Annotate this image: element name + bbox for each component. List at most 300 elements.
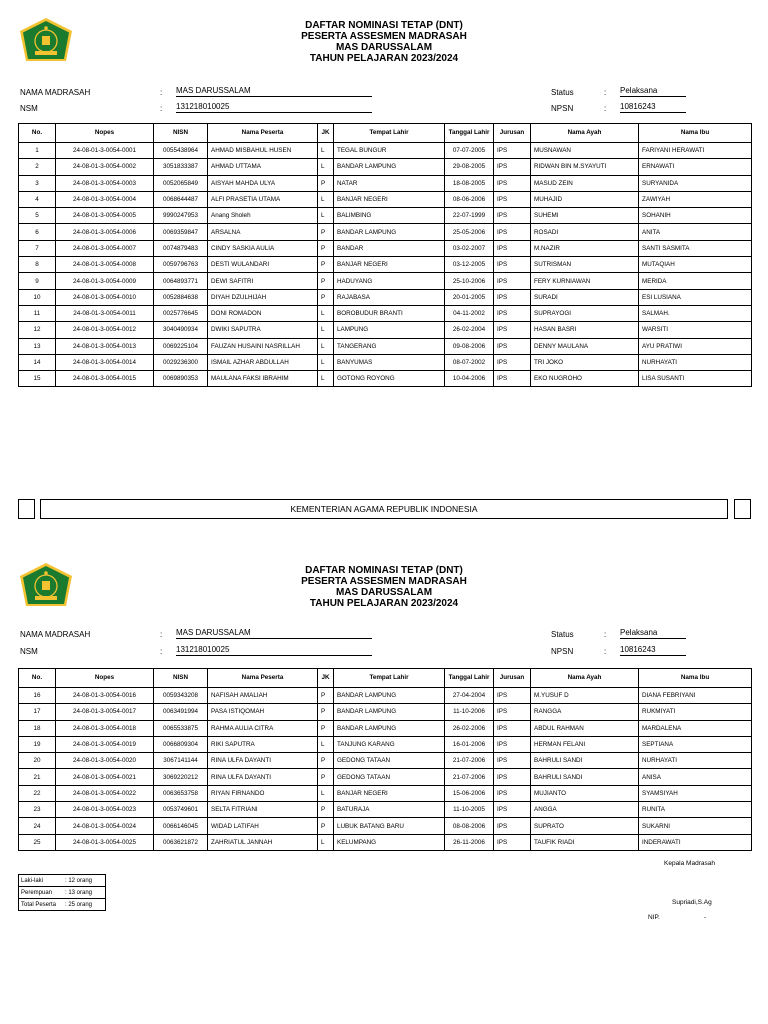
cell-jurusan: IPS: [494, 159, 531, 175]
cell-jurusan: IPS: [494, 175, 531, 191]
table-row: [19, 338, 752, 354]
cell-jk: L: [318, 785, 334, 801]
cell-nama-ibu: WARSITI: [639, 322, 752, 338]
cell-nisn: 3040490934: [154, 322, 208, 338]
cell-nama-ayah: ANGGA: [531, 802, 639, 818]
col-header-no: No.: [19, 124, 56, 143]
cell-nopes: 24-08-01-3-0054-0014: [56, 354, 154, 370]
participants-table-2: [18, 668, 752, 851]
cell-jk: P: [318, 688, 334, 704]
cell-no: 22: [19, 785, 56, 801]
cell-nama-ayah: HASAN BASRI: [531, 322, 639, 338]
cell-nama-ayah: SUPRAYOGI: [531, 305, 639, 321]
cell-nama-ayah: SURADI: [531, 289, 639, 305]
cell-no: 21: [19, 769, 56, 785]
cell-tanggal-lahir: 21-07-2006: [445, 769, 494, 785]
cell-nama-ibu: INDERAWATI: [639, 834, 752, 850]
cell-no: 6: [19, 224, 56, 240]
status-value: Pelaksana: [620, 628, 686, 639]
table-row: [19, 736, 752, 752]
cell-jurusan: IPS: [494, 753, 531, 769]
colon: :: [160, 647, 163, 656]
col-header-jk: JK: [318, 124, 334, 143]
table-row: [19, 834, 752, 850]
cell-no: 5: [19, 208, 56, 224]
cell-tempat-lahir: BALIMBING: [334, 208, 445, 224]
cell-nama-peserta: AHMAD UTTAMA: [208, 159, 318, 175]
cell-jurusan: IPS: [494, 720, 531, 736]
cell-tanggal-lahir: 03-12-2005: [445, 257, 494, 273]
cell-tempat-lahir: GEDONG TATAAN: [334, 769, 445, 785]
cell-nopes: 24-08-01-3-0054-0018: [56, 720, 154, 736]
cell-jurusan: IPS: [494, 257, 531, 273]
colon: :: [604, 104, 607, 113]
cell-jk: L: [318, 736, 334, 752]
cell-jurusan: IPS: [494, 818, 531, 834]
cell-nama-ibu: ESI LUSIANA: [639, 289, 752, 305]
cell-jk: P: [318, 289, 334, 305]
cell-nopes: 24-08-01-3-0054-0025: [56, 834, 154, 850]
table-row: [19, 305, 752, 321]
signature-title: Kepala Madrasah: [664, 860, 715, 867]
cell-tempat-lahir: HADUYANG: [334, 273, 445, 289]
nsm-label: NSM: [20, 647, 38, 656]
cell-nopes: 24-08-01-3-0054-0017: [56, 704, 154, 720]
table-row: [19, 240, 752, 256]
cell-jk: P: [318, 753, 334, 769]
cell-nama-ibu: SANTI SASMITA: [639, 240, 752, 256]
cell-jk: P: [318, 720, 334, 736]
cell-nisn: 3051833387: [154, 159, 208, 175]
cell-nopes: 24-08-01-3-0054-0023: [56, 802, 154, 818]
cell-no: 24: [19, 818, 56, 834]
cell-nama-peserta: SELTA FITRIANI: [208, 802, 318, 818]
nama-madrasah-label: NAMA MADRASAH: [20, 630, 91, 639]
cell-no: 4: [19, 191, 56, 207]
cell-tanggal-lahir: 20-01-2005: [445, 289, 494, 305]
title-line-4: TAHUN PELAJARAN 2023/2024: [309, 598, 459, 609]
cell-tanggal-lahir: 11-10-2006: [445, 704, 494, 720]
cell-nopes: 24-08-01-3-0054-0011: [56, 305, 154, 321]
table-row: [19, 143, 752, 159]
col-header-tanggal-lahir: Tanggal Lahir: [445, 669, 494, 688]
cell-nama-ayah: SUPRATO: [531, 818, 639, 834]
cell-nama-ibu: DIANA FEBRIYANI: [639, 688, 752, 704]
table-row: [19, 785, 752, 801]
col-header-nama-ibu: Nama Ibu: [639, 669, 752, 688]
cell-no: 10: [19, 289, 56, 305]
participants-table-1: [18, 123, 752, 387]
cell-nama-ayah: RIDWAN BIN M.SYAYUTI: [531, 159, 639, 175]
cell-no: 12: [19, 322, 56, 338]
cell-jk: P: [318, 175, 334, 191]
cell-jurusan: IPS: [494, 769, 531, 785]
cell-no: 2: [19, 159, 56, 175]
nsm-value: 131218010025: [176, 102, 372, 113]
cell-tempat-lahir: BANDAR LAMPUNG: [334, 720, 445, 736]
cell-nama-peserta: Anang Sholeh: [208, 208, 318, 224]
cell-nama-ibu: RUKMIYATI: [639, 704, 752, 720]
nip-value: -: [704, 914, 707, 921]
cell-jurusan: IPS: [494, 371, 531, 387]
cell-nisn: 0025776645: [154, 305, 208, 321]
col-header-jk: JK: [318, 669, 334, 688]
cell-nama-ayah: SUHEMI: [531, 208, 639, 224]
cell-tanggal-lahir: 09-08-2006: [445, 338, 494, 354]
banner-box-left: [18, 499, 35, 519]
cell-nama-ayah: TAUFIK RIADI: [531, 834, 639, 850]
table-row: [19, 704, 752, 720]
summary-value: : 13 orang: [63, 887, 106, 899]
cell-no: 7: [19, 240, 56, 256]
cell-no: 8: [19, 257, 56, 273]
cell-nopes: 24-08-01-3-0054-0001: [56, 143, 154, 159]
cell-nama-ibu: LISA SUSANTI: [639, 371, 752, 387]
cell-no: 15: [19, 371, 56, 387]
cell-nama-peserta: PASA ISTIQOMAH: [208, 704, 318, 720]
cell-nopes: 24-08-01-3-0054-0015: [56, 371, 154, 387]
cell-nisn: 3069220212: [154, 769, 208, 785]
cell-nama-ayah: BAHRULI SANDI: [531, 769, 639, 785]
meta-block: [0, 0, 768, 120]
col-header-nama-ayah: Nama Ayah: [531, 669, 639, 688]
cell-nama-peserta: AISYAH MAHDA ULYA: [208, 175, 318, 191]
cell-nisn: 0064893771: [154, 273, 208, 289]
cell-nama-ibu: ANITA: [639, 224, 752, 240]
cell-no: 18: [19, 720, 56, 736]
cell-nama-ayah: MUJIANTO: [531, 785, 639, 801]
table-row: [19, 322, 752, 338]
cell-nama-ibu: MUTAQIAH: [639, 257, 752, 273]
colon: :: [160, 104, 163, 113]
cell-nama-ayah: ABDUL RAHMAN: [531, 720, 639, 736]
cell-tanggal-lahir: 22-07-1999: [445, 208, 494, 224]
cell-nama-ayah: MUSNAWAN: [531, 143, 639, 159]
table-row: [19, 818, 752, 834]
cell-nopes: 24-08-01-3-0054-0010: [56, 289, 154, 305]
cell-tanggal-lahir: 15-06-2006: [445, 785, 494, 801]
cell-nama-peserta: DESTI WULANDARI: [208, 257, 318, 273]
cell-no: 14: [19, 354, 56, 370]
cell-nisn: 0059343208: [154, 688, 208, 704]
cell-nama-ibu: RUNITA: [639, 802, 752, 818]
cell-tanggal-lahir: 07-07-2005: [445, 143, 494, 159]
cell-jurusan: IPS: [494, 322, 531, 338]
table-row: [19, 224, 752, 240]
cell-tempat-lahir: BOROBUDUR BRANTI: [334, 305, 445, 321]
cell-nama-ayah: HERMAN FELANI: [531, 736, 639, 752]
col-header-jurusan: Jurusan: [494, 124, 531, 143]
cell-nisn: 0069890353: [154, 371, 208, 387]
cell-jk: L: [318, 834, 334, 850]
cell-jk: L: [318, 143, 334, 159]
cell-nama-peserta: ARSALNA: [208, 224, 318, 240]
summary-row: [19, 875, 106, 887]
col-header-nama-peserta: Nama Peserta: [208, 124, 318, 143]
cell-nama-ibu: SALMAH.: [639, 305, 752, 321]
status-label: Status: [551, 630, 574, 639]
cell-jurusan: IPS: [494, 834, 531, 850]
cell-tempat-lahir: BANDAR LAMPUNG: [334, 224, 445, 240]
col-header-jurusan: Jurusan: [494, 669, 531, 688]
table-row: [19, 802, 752, 818]
cell-nisn: 0029236300: [154, 354, 208, 370]
cell-tempat-lahir: BANDAR LAMPUNG: [334, 159, 445, 175]
cell-nama-peserta: DEWI SAFITRI: [208, 273, 318, 289]
cell-nisn: 0052065849: [154, 175, 208, 191]
cell-jk: L: [318, 371, 334, 387]
cell-tempat-lahir: BANYUMAS: [334, 354, 445, 370]
cell-no: 23: [19, 802, 56, 818]
cell-no: 1: [19, 143, 56, 159]
cell-nopes: 24-08-01-3-0054-0005: [56, 208, 154, 224]
cell-nama-ibu: SEPTIANA: [639, 736, 752, 752]
cell-nopes: 24-08-01-3-0054-0006: [56, 224, 154, 240]
cell-nama-ibu: NURHAYATI: [639, 753, 752, 769]
cell-nama-ayah: TRI JOKO: [531, 354, 639, 370]
npsn-label: NPSN: [551, 104, 574, 113]
cell-nama-ibu: AYU PRATIWI: [639, 338, 752, 354]
cell-jk: P: [318, 240, 334, 256]
cell-nama-peserta: ISMAIL AZHAR ABDULLAH: [208, 354, 318, 370]
cell-tanggal-lahir: 26-02-2004: [445, 322, 494, 338]
summary-label: Laki-laki: [19, 875, 64, 887]
cell-jurusan: IPS: [494, 305, 531, 321]
cell-jk: P: [318, 257, 334, 273]
title-line-1: DAFTAR NOMINASI TETAP (DNT): [305, 565, 463, 576]
cell-nama-ayah: M.NAZIR: [531, 240, 639, 256]
cell-nisn: 0055438964: [154, 143, 208, 159]
cell-tempat-lahir: LAMPUNG: [334, 322, 445, 338]
cell-no: 16: [19, 688, 56, 704]
nip-label: NIP.: [648, 914, 660, 921]
cell-jk: L: [318, 208, 334, 224]
cell-tanggal-lahir: 29-08-2005: [445, 159, 494, 175]
cell-jk: L: [318, 191, 334, 207]
title-line-2: PESERTA ASSESMEN MADRASAH: [301, 576, 467, 587]
cell-tanggal-lahir: 04-11-2002: [445, 305, 494, 321]
cell-nama-peserta: ALFI PRASETIA UTAMA: [208, 191, 318, 207]
col-header-nopes: Nopes: [56, 124, 154, 143]
cell-nisn: 0059796763: [154, 257, 208, 273]
cell-nisn: 0066146045: [154, 818, 208, 834]
cell-nama-ayah: BAHRULI SANDI: [531, 753, 639, 769]
cell-nisn: 0052884638: [154, 289, 208, 305]
title-line-4: TAHUN PELAJARAN 2023/2024: [309, 53, 459, 64]
cell-nama-ibu: SURYANIDA: [639, 175, 752, 191]
cell-nopes: 24-08-01-3-0054-0008: [56, 257, 154, 273]
cell-tanggal-lahir: 25-05-2006: [445, 224, 494, 240]
cell-jk: P: [318, 704, 334, 720]
cell-tanggal-lahir: 21-07-2006: [445, 753, 494, 769]
cell-tempat-lahir: BANJAR NEGERI: [334, 785, 445, 801]
cell-nama-peserta: AHMAD MISBAHUL HUSEN: [208, 143, 318, 159]
cell-tempat-lahir: GOTONG ROYONG: [334, 371, 445, 387]
col-header-tanggal-lahir: Tanggal Lahir: [445, 124, 494, 143]
cell-nama-ibu: ZAWIYAH: [639, 191, 752, 207]
cell-jk: L: [318, 159, 334, 175]
cell-jk: L: [318, 354, 334, 370]
cell-tanggal-lahir: 16-01-2006: [445, 736, 494, 752]
cell-tanggal-lahir: 10-04-2006: [445, 371, 494, 387]
col-header-nama-peserta: Nama Peserta: [208, 669, 318, 688]
cell-nama-peserta: RINA ULFA DAYANTI: [208, 753, 318, 769]
cell-tempat-lahir: BANJAR NEGERI: [334, 191, 445, 207]
cell-nama-ibu: FARIYANI HERAWATI: [639, 143, 752, 159]
cell-nopes: 24-08-01-3-0054-0007: [56, 240, 154, 256]
cell-nisn: 0069359847: [154, 224, 208, 240]
cell-jk: P: [318, 818, 334, 834]
cell-nopes: 24-08-01-3-0054-0020: [56, 753, 154, 769]
cell-nisn: 0074879483: [154, 240, 208, 256]
cell-tanggal-lahir: 27-04-2004: [445, 688, 494, 704]
cell-no: 11: [19, 305, 56, 321]
table-row: [19, 688, 752, 704]
table-header-row: [19, 124, 752, 143]
cell-tempat-lahir: RAJABASA: [334, 289, 445, 305]
cell-nama-peserta: NAFISAH AMALIAH: [208, 688, 318, 704]
cell-nama-peserta: RIYAN FIRNANDO: [208, 785, 318, 801]
cell-nama-ayah: ROSADI: [531, 224, 639, 240]
cell-nama-ayah: MASUD ZEIN: [531, 175, 639, 191]
cell-tempat-lahir: BATURAJA: [334, 802, 445, 818]
colon: :: [604, 630, 607, 639]
colon: :: [604, 647, 607, 656]
cell-nisn: 0066809304: [154, 736, 208, 752]
cell-nama-ayah: SUTRISMAN: [531, 257, 639, 273]
cell-jurusan: IPS: [494, 354, 531, 370]
cell-tempat-lahir: BANDAR LAMPUNG: [334, 704, 445, 720]
cell-nisn: 3067141144: [154, 753, 208, 769]
colon: :: [160, 88, 163, 97]
cell-nopes: 24-08-01-3-0054-0012: [56, 322, 154, 338]
summary-value: : 12 orang: [63, 875, 106, 887]
cell-jurusan: IPS: [494, 273, 531, 289]
table-row: [19, 159, 752, 175]
banner-box-right: [734, 499, 751, 519]
cell-tempat-lahir: BANDAR: [334, 240, 445, 256]
col-header-nama-ibu: Nama Ibu: [639, 124, 752, 143]
table-row: [19, 720, 752, 736]
cell-no: 3: [19, 175, 56, 191]
cell-jk: L: [318, 305, 334, 321]
table-header-row: [19, 669, 752, 688]
cell-nama-peserta: WIDAD LATIFAH: [208, 818, 318, 834]
cell-nama-ibu: SUKARNI: [639, 818, 752, 834]
table-row: [19, 371, 752, 387]
cell-nopes: 24-08-01-3-0054-0013: [56, 338, 154, 354]
table-row: [19, 354, 752, 370]
cell-no: 25: [19, 834, 56, 850]
cell-nama-peserta: RINA ULFA DAYANTI: [208, 769, 318, 785]
cell-tanggal-lahir: 26-02-2006: [445, 720, 494, 736]
gender-summary-table: [18, 874, 106, 911]
cell-nama-peserta: RAHMA AULIA CITRA: [208, 720, 318, 736]
cell-nama-ibu: NURHAYATI: [639, 354, 752, 370]
npsn-value: 10816243: [620, 645, 686, 656]
colon: :: [160, 630, 163, 639]
cell-nisn: 0063491994: [154, 704, 208, 720]
cell-nama-peserta: MAULANA FAKSI IBRAHIM: [208, 371, 318, 387]
table-row: [19, 289, 752, 305]
cell-nama-peserta: RIKI SAPUTRA: [208, 736, 318, 752]
cell-nopes: 24-08-01-3-0054-0009: [56, 273, 154, 289]
cell-nopes: 24-08-01-3-0054-0003: [56, 175, 154, 191]
cell-jk: P: [318, 224, 334, 240]
cell-nama-peserta: DIYAH DZULHIJAH: [208, 289, 318, 305]
nama-madrasah-value: MAS DARUSSALAM: [176, 86, 372, 97]
cell-jurusan: IPS: [494, 143, 531, 159]
cell-nama-peserta: DONI ROMADON: [208, 305, 318, 321]
cell-nopes: 24-08-01-3-0054-0016: [56, 688, 154, 704]
summary-row: [19, 899, 106, 911]
col-header-nopes: Nopes: [56, 669, 154, 688]
summary-row: [19, 887, 106, 899]
summary-label: Perempuan: [19, 887, 64, 899]
cell-tempat-lahir: LUBUK BATANG BARU: [334, 818, 445, 834]
cell-tempat-lahir: BANJAR NEGERI: [334, 257, 445, 273]
title-line-1: DAFTAR NOMINASI TETAP (DNT): [305, 20, 463, 31]
cell-nopes: 24-08-01-3-0054-0021: [56, 769, 154, 785]
cell-tempat-lahir: BANDAR LAMPUNG: [334, 688, 445, 704]
table-row: [19, 753, 752, 769]
cell-nisn: 0065533875: [154, 720, 208, 736]
cell-jurusan: IPS: [494, 704, 531, 720]
cell-nama-ayah: RANGGA: [531, 704, 639, 720]
status-value: Pelaksana: [620, 86, 686, 97]
cell-no: 17: [19, 704, 56, 720]
cell-nopes: 24-08-01-3-0054-0024: [56, 818, 154, 834]
banner-text: KEMENTERIAN AGAMA REPUBLIK INDONESIA: [40, 499, 728, 519]
cell-tanggal-lahir: 25-10-2006: [445, 273, 494, 289]
status-label: Status: [551, 88, 574, 97]
cell-tempat-lahir: GEDONG TATAAN: [334, 753, 445, 769]
cell-jurusan: IPS: [494, 736, 531, 752]
cell-nama-ibu: ANISA: [639, 769, 752, 785]
cell-jurusan: IPS: [494, 785, 531, 801]
cell-nama-peserta: FAUZAN HUSAINI NASRILLAH: [208, 338, 318, 354]
nama-madrasah-label: NAMA MADRASAH: [20, 88, 91, 97]
cell-tempat-lahir: TANGERANG: [334, 338, 445, 354]
title-line-3: MAS DARUSSALAM: [335, 587, 433, 598]
cell-nama-peserta: CINDY SASKIA AULIA: [208, 240, 318, 256]
npsn-value: 10816243: [620, 102, 686, 113]
cell-no: 19: [19, 736, 56, 752]
cell-tempat-lahir: NATAR: [334, 175, 445, 191]
cell-nama-ayah: EKO NUGROHO: [531, 371, 639, 387]
cell-jk: P: [318, 769, 334, 785]
cell-jurusan: IPS: [494, 240, 531, 256]
cell-jurusan: IPS: [494, 802, 531, 818]
cell-nama-peserta: ZAHRIATUL JANNAH: [208, 834, 318, 850]
cell-nopes: 24-08-01-3-0054-0002: [56, 159, 154, 175]
cell-tanggal-lahir: 18-08-2005: [445, 175, 494, 191]
cell-no: 13: [19, 338, 56, 354]
cell-nama-ibu: MERIDA: [639, 273, 752, 289]
table-row: [19, 769, 752, 785]
cell-nisn: 9990247953: [154, 208, 208, 224]
col-header-no: No.: [19, 669, 56, 688]
cell-nama-ayah: FERY KURNIAWAN: [531, 273, 639, 289]
cell-nama-ibu: MARDALENA: [639, 720, 752, 736]
cell-jurusan: IPS: [494, 688, 531, 704]
nsm-value: 131218010025: [176, 645, 372, 656]
summary-label: Total Peserta: [19, 899, 64, 911]
cell-jurusan: IPS: [494, 289, 531, 305]
cell-tempat-lahir: TEGAL BUNGUR: [334, 143, 445, 159]
cell-nama-ayah: MUHAJID: [531, 191, 639, 207]
cell-nisn: 0069225104: [154, 338, 208, 354]
